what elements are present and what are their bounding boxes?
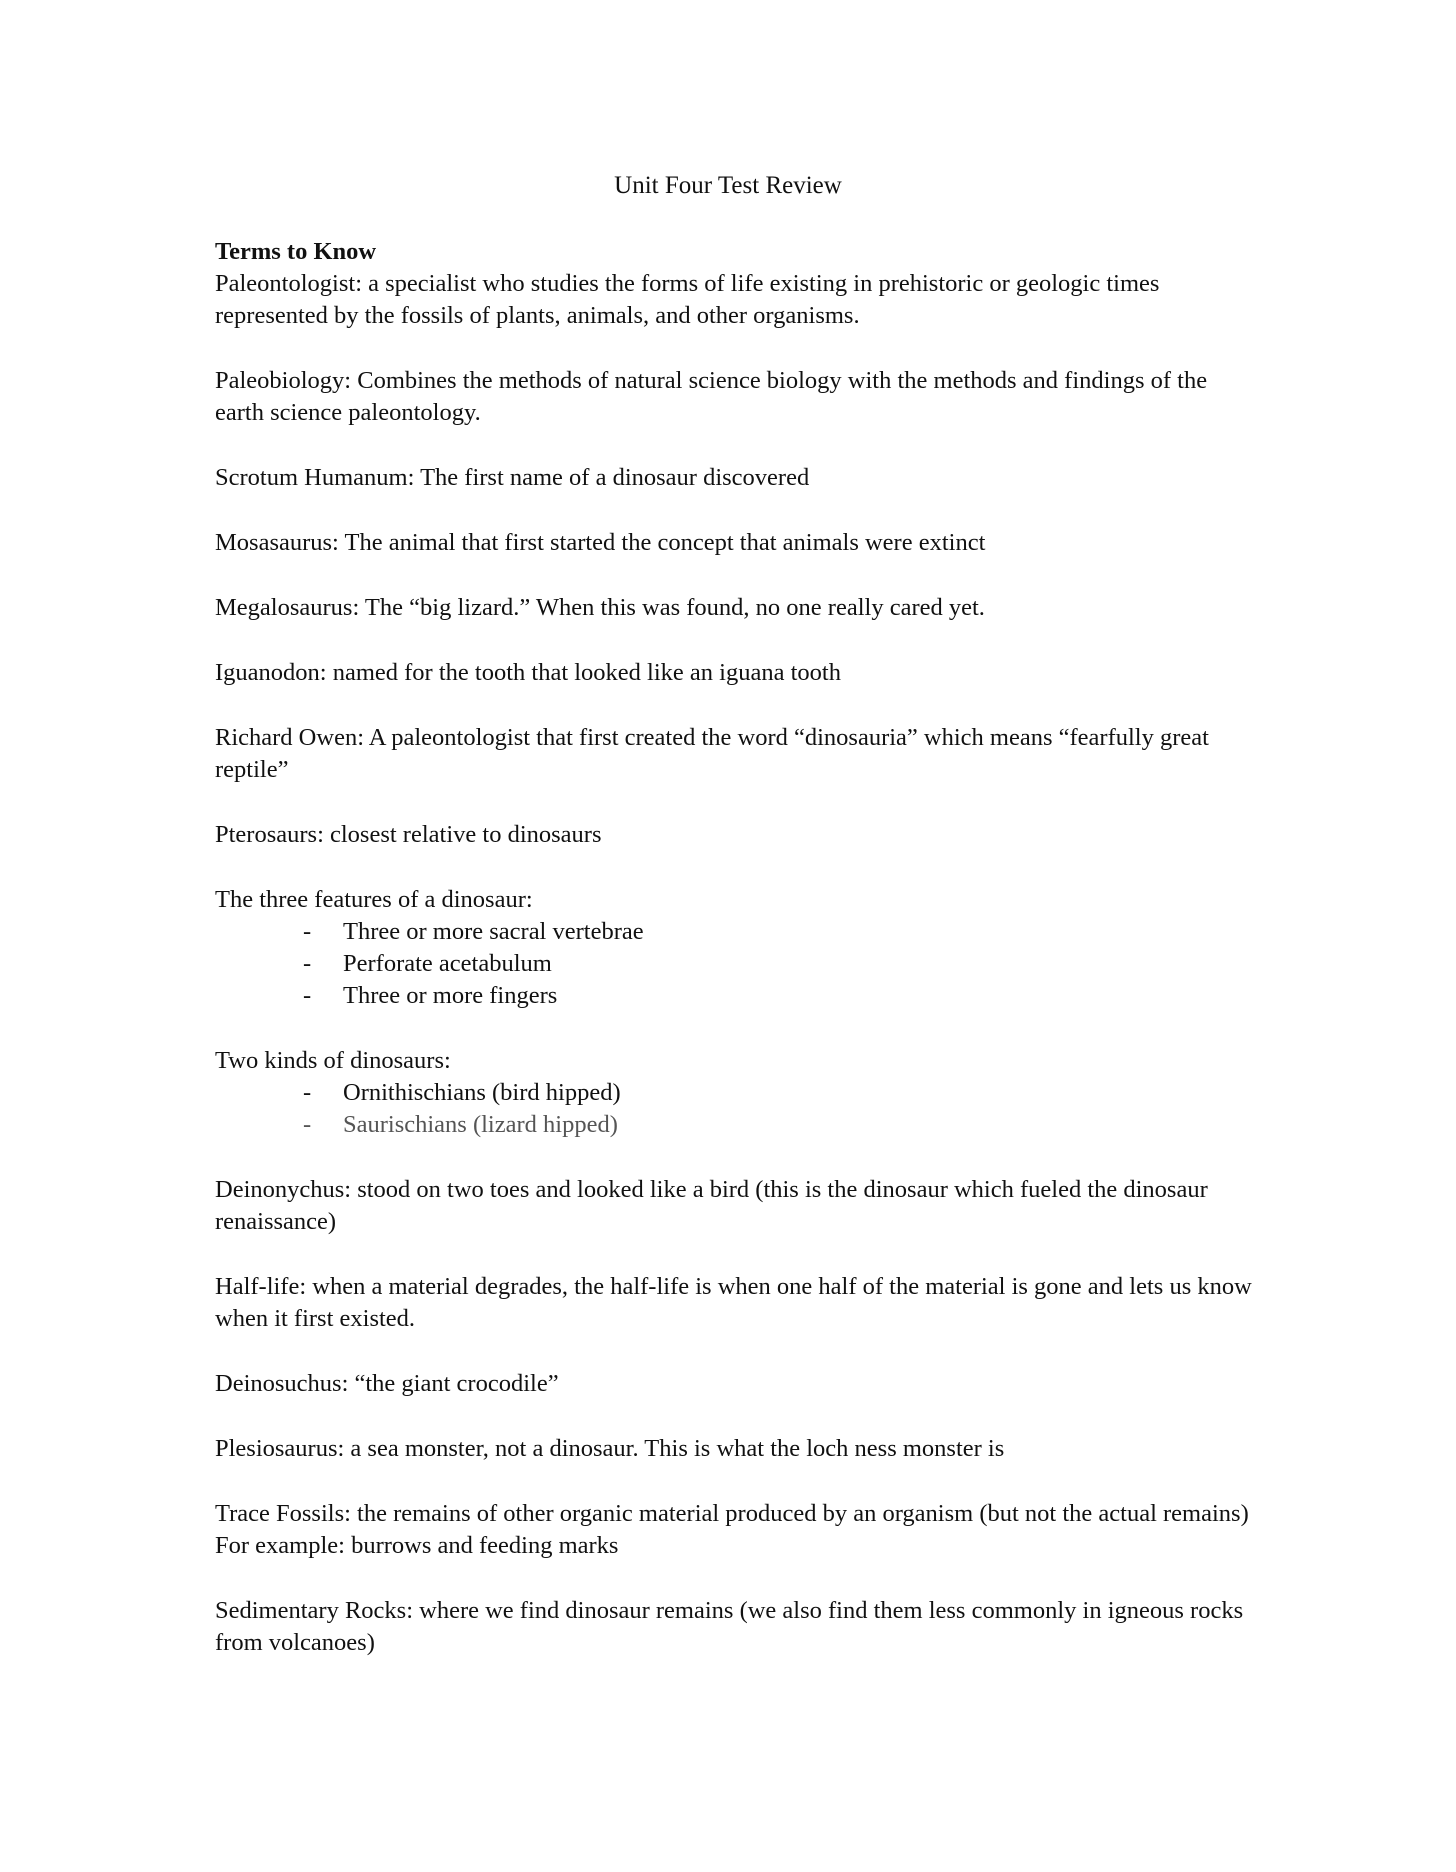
dash-bullet: -: [303, 918, 312, 945]
list-item-text: Perforate acetabulum: [343, 950, 552, 977]
term-trace-fossils: Trace Fossils: the remains of other organic material produced by an organism (but not the actual remains) For example: burrows and feeding marks: [215, 1500, 1249, 1559]
term-paleobiology: Paleobiology: Combines the methods of natural science biology with the methods and findings of the earth science paleontology.: [215, 367, 1208, 426]
document-body: [215, 236, 1255, 1692]
term-iguanodon: Iguanodon: named for the tooth that looked like an iguana tooth: [215, 659, 841, 686]
list-item: [215, 916, 1255, 948]
dash-bullet: -: [303, 950, 312, 977]
list-item: [215, 948, 1255, 980]
list-item-text: Three or more fingers: [343, 982, 558, 1009]
term-plesiosaurus: Plesiosaurus: a sea monster, not a dinosaur. This is what the loch ness monster is: [215, 1435, 1005, 1462]
term-deinonychus: Deinonychus: stood on two toes and looked like a bird (this is the dinosaur which fueled the dinosaur renaissance): [215, 1176, 1208, 1235]
list-item-text: Ornithischians (bird hipped): [343, 1079, 621, 1106]
dash-bullet: -: [303, 1079, 312, 1106]
features-list-block: [215, 884, 1255, 1012]
features-list: [215, 916, 1255, 1012]
term-sedimentary-rocks: Sedimentary Rocks: where we find dinosaur remains (we also find them less commonly in igneous rocks from volcanoes): [215, 1597, 1244, 1656]
list-item: [215, 1077, 1255, 1109]
term-scrotum-humanum: Scrotum Humanum: The first name of a dinosaur discovered: [215, 464, 810, 491]
list-item-text: Three or more sacral vertebrae: [343, 918, 644, 945]
kinds-intro: Two kinds of dinosaurs:: [215, 1047, 451, 1074]
term-paleontologist: Paleontologist: a specialist who studies the forms of life existing in prehistoric or geologic times represented by the fossils of plants, animals, and other organisms.: [215, 270, 1160, 329]
dash-bullet: -: [303, 1111, 312, 1138]
list-item: [215, 1109, 1255, 1141]
term-deinosuchus: Deinosuchus: “the giant crocodile”: [215, 1370, 559, 1397]
list-item: [215, 980, 1255, 1012]
term-richard-owen: Richard Owen: A paleontologist that first created the word “dinosauria” which means “fearfully great reptile”: [215, 724, 1209, 783]
section-heading: Terms to Know: [215, 238, 377, 265]
features-intro: The three features of a dinosaur:: [215, 886, 533, 913]
term-pterosaurs: Pterosaurs: closest relative to dinosaurs: [215, 821, 602, 848]
page-title: Unit Four Test Review: [614, 172, 842, 199]
kinds-list: [215, 1077, 1255, 1141]
list-item-text: Saurischians (lizard hipped): [343, 1111, 618, 1138]
dash-bullet: -: [303, 982, 312, 1009]
kinds-list-block: [215, 1045, 1255, 1141]
term-half-life: Half-life: when a material degrades, the half-life is when one half of the material is gone and lets us know when it first existed.: [215, 1273, 1252, 1332]
term-megalosaurus: Megalosaurus: The “big lizard.” When this was found, no one really cared yet.: [215, 594, 985, 621]
term-mosasaurus: Mosasaurus: The animal that first started the concept that animals were extinct: [215, 529, 986, 556]
